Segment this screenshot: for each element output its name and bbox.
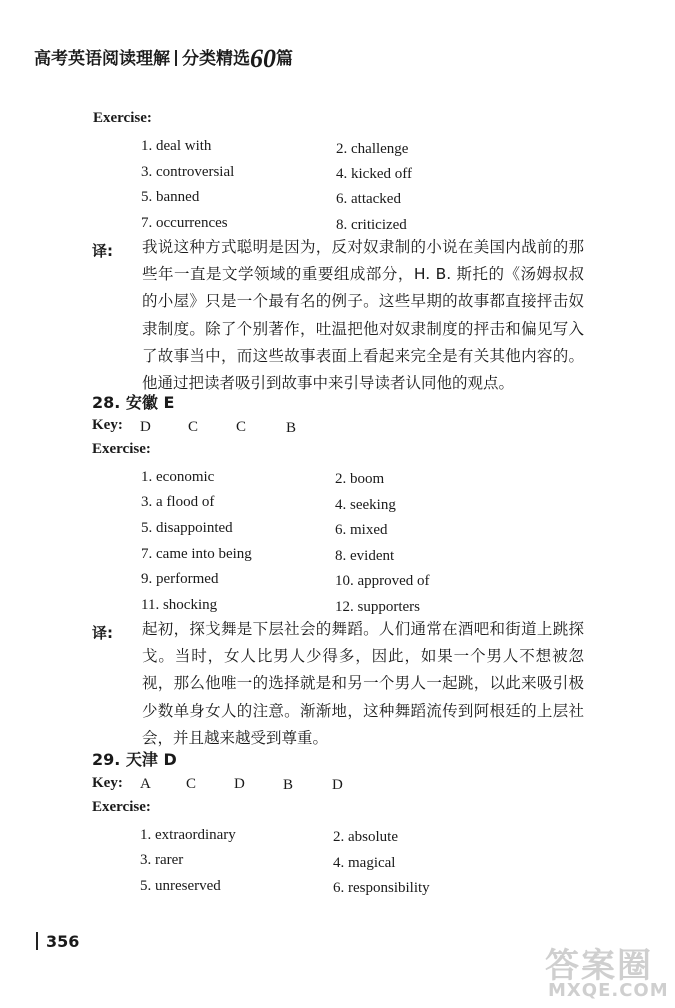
- answer-key: B: [283, 777, 294, 793]
- answer-key: C: [186, 776, 197, 792]
- watermark-logo: 答案圈: [545, 946, 653, 986]
- exercise-item: 4. kicked off: [336, 166, 412, 182]
- page-number-bar: [36, 932, 38, 950]
- exercise-label: Exercise:: [92, 799, 151, 815]
- answer-key: C: [188, 419, 199, 435]
- key-label: Key:: [92, 417, 123, 433]
- book-title: 高考英语阅读理解: [34, 49, 170, 69]
- exercise-item: 9. performed: [141, 571, 219, 587]
- watermark-url: MXQE.COM: [548, 980, 669, 1001]
- exercise-item: 4. seeking: [335, 497, 396, 513]
- exercise-item: 1. deal with: [141, 138, 212, 154]
- exercise-item: 3. a flood of: [141, 494, 215, 510]
- exercise-item: 6. attacked: [336, 191, 401, 207]
- exercise-item: 5. disappointed: [141, 520, 233, 536]
- exercise-item: 3. controversial: [141, 164, 235, 180]
- answer-key: D: [332, 777, 343, 793]
- exercise-item: 5. banned: [141, 189, 200, 205]
- book-subtitle-prefix: 分类精选: [182, 49, 250, 69]
- translation-paragraph: 我说这种方式聪明是因为，反对奴隶制的小说在美国内战前的那些年一直是文学领域的重要组成部分，H. B. 斯托的《汤姆叔叔的小屋》只是一个最有名的例子。这些早期的故事都直接抨击奴隶制度。除了个别著作，吐温把他对奴隶制度的抨击和偏见写入了故事当中，而这些故事表面上看起来完全是有关其他内容的。他通过把读者吸引到故事中来引导读者认同他的观点。: [142, 238, 584, 393]
- section-heading: 29. 天津 D: [92, 750, 177, 769]
- running-header: [34, 44, 293, 74]
- book-subtitle-suffix: 篇: [276, 49, 293, 69]
- exercise-item: 2. absolute: [333, 829, 398, 845]
- section-heading: 28. 安徽 E: [92, 393, 175, 412]
- exercise-item: 4. magical: [333, 855, 396, 871]
- exercise-item: 6. responsibility: [333, 880, 430, 896]
- exercise-item: 2. boom: [335, 471, 385, 487]
- translation-label: 译:: [92, 242, 113, 260]
- exercise-item: 8. criticized: [336, 217, 407, 233]
- exercise-item: 7. occurrences: [141, 215, 228, 231]
- book-subtitle-number: 60: [250, 44, 276, 73]
- exercise-item: 3. rarer: [140, 852, 184, 868]
- exercise-item: 5. unreserved: [140, 878, 221, 894]
- exercise-item: 12. supporters: [335, 599, 420, 615]
- answer-key: A: [140, 776, 151, 792]
- exercise-label: Exercise:: [92, 441, 151, 457]
- exercise-item: 2. challenge: [336, 141, 409, 157]
- answer-key: D: [140, 419, 151, 435]
- exercise-label: Exercise:: [93, 110, 152, 126]
- answer-key: C: [236, 419, 247, 435]
- header-divider: [175, 50, 177, 66]
- answer-key: B: [286, 420, 297, 436]
- translation-paragraph: 起初，探戈舞是下层社会的舞蹈。人们通常在酒吧和街道上跳探戈。当时，女人比男人少得多，因此，如果一个男人不想被忽视，那么他唯一的选择就是和另一个男人一起跳，以此来吸引极少数单身女人的注意。渐渐地，这种舞蹈流传到阿根廷的上层社会，并且越来越受到尊重。: [142, 620, 584, 747]
- exercise-item: 1. extraordinary: [140, 827, 236, 843]
- exercise-item: 6. mixed: [335, 522, 388, 538]
- exercise-item: 8. evident: [335, 548, 395, 564]
- exercise-item: 10. approved of: [335, 573, 430, 589]
- exercise-item: 11. shocking: [141, 597, 218, 613]
- page-number: 356: [46, 932, 80, 951]
- answer-key: D: [234, 776, 245, 792]
- exercise-item: 1. economic: [141, 469, 215, 485]
- key-label: Key:: [92, 775, 123, 791]
- translation-label: 译:: [92, 624, 113, 642]
- exercise-item: 7. came into being: [141, 546, 252, 562]
